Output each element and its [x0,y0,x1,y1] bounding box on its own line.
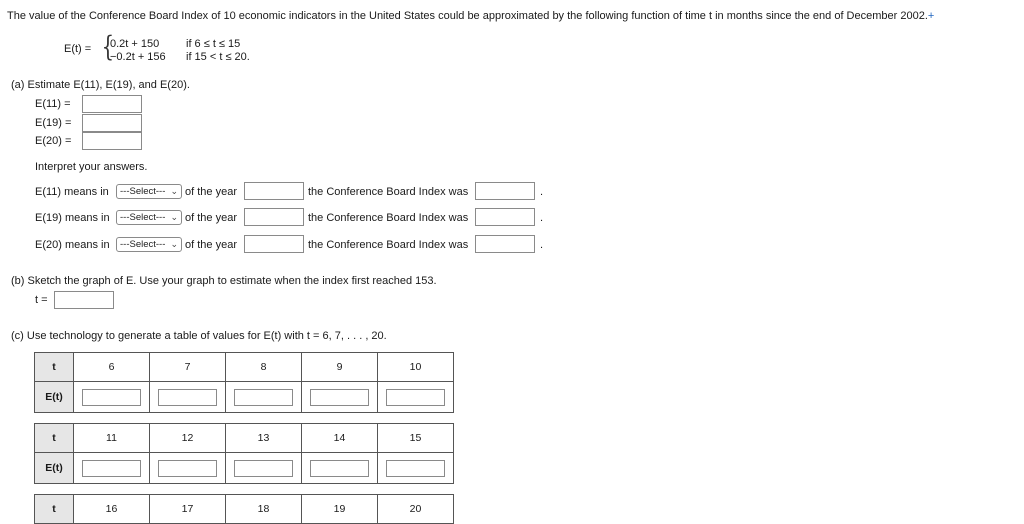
t-value-cell: 14 [302,424,378,453]
part-b-t-label: t = [35,294,48,306]
estimate-e20-label: E(20) = [35,135,72,147]
t-value-cell: 10 [378,353,454,382]
estimate-e19-label: E(19) = [35,117,72,129]
e-value-input[interactable] [386,460,445,477]
interpret-e19-index-text: the Conference Board Index was [308,212,469,224]
t-value-cell: 13 [226,424,302,453]
interpret-e20-index-text: the Conference Board Index was [308,239,469,251]
t-value-cell: 19 [302,495,378,524]
interpret-e11-year-text: of the year [185,186,237,198]
interpret-e11-lead: E(11) means in [35,186,109,198]
estimate-e20-input[interactable] [82,132,142,150]
values-table-1 [34,352,454,413]
interpret-e11-index-text: the Conference Board Index was [308,186,469,198]
t-value-cell: 15 [378,424,454,453]
t-value-cell: 6 [74,353,150,382]
piece-2-expression: −0.2t + 156 [110,51,166,63]
interpret-e20-month-select[interactable]: ---Select--- ⌄ [116,237,182,252]
t-value-cell: 17 [150,495,226,524]
t-header: t [35,495,74,524]
estimate-e11-input[interactable] [82,95,142,113]
piece-2-condition: if 15 < t ≤ 20. [186,51,250,63]
interpret-e19-year-input[interactable] [244,208,304,226]
footnote-dagger-link[interactable]: + [927,10,935,22]
e-value-input[interactable] [82,389,141,406]
t-value-cell: 16 [74,495,150,524]
estimate-e11-label: E(11) = [35,98,71,110]
e-value-input[interactable] [158,389,217,406]
part-a-label: (a) Estimate E(11), E(19), and E(20). [11,79,190,91]
t-value-cell: 9 [302,353,378,382]
values-table-2 [34,423,454,484]
interpret-e19-index-input[interactable] [475,208,535,226]
piece-1-expression: 0.2t + 150 [110,38,160,50]
period: . [540,239,544,251]
period: . [540,212,544,224]
interpret-e19-month-select[interactable]: ---Select--- ⌄ [116,210,182,225]
piecewise-brace: { [101,30,115,63]
t-value-cell: 12 [150,424,226,453]
e-value-input[interactable] [234,460,293,477]
part-b-label: (b) Sketch the graph of E. Use your graph to estimate when the index first reached 153. [11,275,437,287]
interpret-e19-year-text: of the year [185,212,237,224]
interpret-e11-month-select[interactable]: ---Select--- ⌄ [116,184,182,199]
e-value-input[interactable] [310,460,369,477]
interpret-e20-year-text: of the year [185,239,237,251]
interpret-e11-year-input[interactable] [244,182,304,200]
t-header: t [35,424,74,453]
interpret-label: Interpret your answers. [35,161,148,173]
chevron-down-icon: ⌄ [170,186,178,196]
chevron-down-icon: ⌄ [170,239,178,249]
problem-intro [7,10,934,22]
part-c-label: (c) Use technology to generate a table of values for E(t) with t = 6, 7, . . . , 20. [11,330,387,342]
e-header: E(t) [35,453,74,484]
e-value-input[interactable] [82,460,141,477]
e-value-input[interactable] [158,460,217,477]
t-value-cell: 18 [226,495,302,524]
part-b-t-input[interactable] [54,291,114,309]
interpret-e20-index-input[interactable] [475,235,535,253]
chevron-down-icon: ⌄ [170,212,178,222]
e-value-input[interactable] [386,389,445,406]
interpret-e11-index-input[interactable] [475,182,535,200]
piece-1-condition: if 6 ≤ t ≤ 15 [186,38,241,50]
t-value-cell: 20 [378,495,454,524]
t-header: t [35,353,74,382]
t-value-cell: 7 [150,353,226,382]
function-lhs: E(t) = [64,43,92,55]
period: . [540,186,544,198]
intro-text: The value of the Conference Board Index of 10 economic indicators in the United States could be approximated by the following function of time t in months since the end of December 2002. [7,10,928,22]
t-value-cell: 8 [226,353,302,382]
interpret-e20-lead: E(20) means in [35,239,110,251]
e-header: E(t) [35,382,74,413]
interpret-e19-lead: E(19) means in [35,212,110,224]
values-table-3 [34,494,454,524]
estimate-e19-input[interactable] [82,114,142,132]
e-value-input[interactable] [234,389,293,406]
interpret-e20-year-input[interactable] [244,235,304,253]
t-value-cell: 11 [74,424,150,453]
e-value-input[interactable] [310,389,369,406]
